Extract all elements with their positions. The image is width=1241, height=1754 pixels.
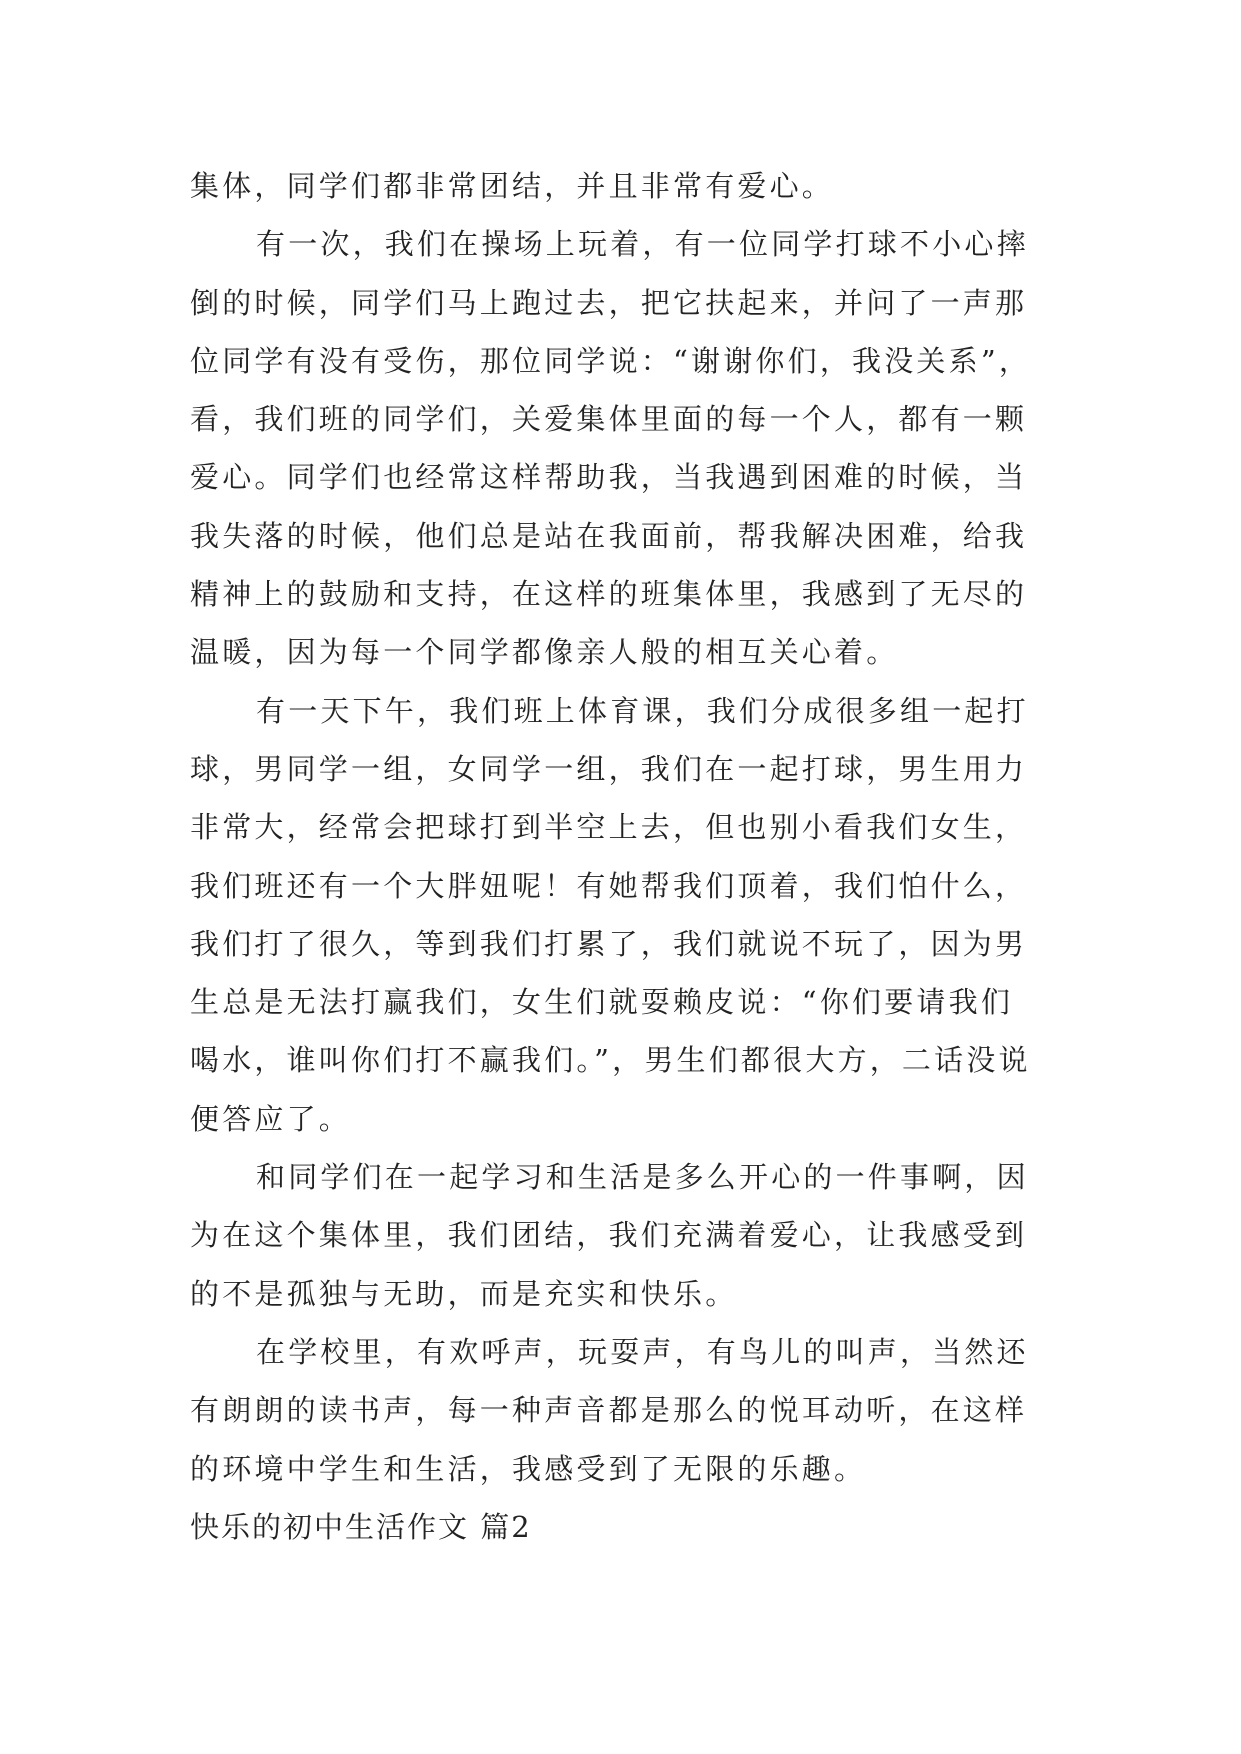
text-line: 精神上的鼓励和支持，在这样的班集体里，我感到了无尽的: [190, 577, 1028, 612]
text-line: 生总是无法打赢我们，女生们就耍赖皮说：“你们要请我们: [190, 985, 1014, 1020]
text-line: 我们打了很久，等到我们打累了，我们就说不玩了，因为男: [190, 926, 1028, 961]
text-line: 位同学有没有受伤，那位同学说：“谢谢你们，我没关系”，: [190, 343, 1032, 378]
text-line: 有朗朗的读书声，每一种声音都是那么的悦耳动听，在这样: [190, 1393, 1028, 1428]
text-line: 爱心。同学们也经常这样帮助我，当我遇到困难的时候，当: [190, 460, 1028, 495]
essay-body: [190, 157, 1050, 1556]
text-line: 有一天下午，我们班上体育课，我们分成很多组一起打: [256, 693, 1029, 728]
text-line: 的不是孤独与无助，而是充实和快乐。: [190, 1276, 738, 1311]
text-line: 便答应了。: [190, 1101, 352, 1136]
text-line: 在学校里，有欢呼声，玩耍声，有鸟儿的叫声，当然还: [256, 1334, 1029, 1369]
text-line: 我失落的时候，他们总是站在我面前，帮我解决困难，给我: [190, 518, 1028, 553]
text-line: 的环境中学生和生活，我感受到了无限的乐趣。: [190, 1451, 867, 1486]
text-line: 倒的时候，同学们马上跑过去，把它扶起来，并问了一声那: [190, 285, 1028, 320]
text-line: 为在这个集体里，我们团结，我们充满着爱心，让我感受到: [190, 1218, 1028, 1253]
text-line: 有一次，我们在操场上玩着，有一位同学打球不小心摔: [256, 227, 1029, 262]
text-line: 我们班还有一个大胖妞呢！有她帮我们顶着，我们怕什么，: [190, 868, 1028, 903]
text-line: 非常大，经常会把球打到半空上去，但也别小看我们女生，: [190, 810, 1028, 845]
text-line: 看，我们班的同学们，关爱集体里面的每一个人，都有一颗: [190, 402, 1028, 437]
section-heading: 快乐的初中生活作文 篇2: [190, 1509, 532, 1544]
text-line: 和同学们在一起学习和生活是多么开心的一件事啊，因: [256, 1160, 1029, 1195]
text-line: 集体，同学们都非常团结，并且非常有爱心。: [190, 169, 835, 203]
text-line: 球，男同学一组，女同学一组，我们在一起打球，男生用力: [190, 751, 1028, 786]
text-line: 喝水，谁叫你们打不赢我们。”，男生们都很大方，二话没说: [190, 1043, 1031, 1078]
text-line: 温暖，因为每一个同学都像亲人般的相互关心着。: [190, 635, 899, 670]
